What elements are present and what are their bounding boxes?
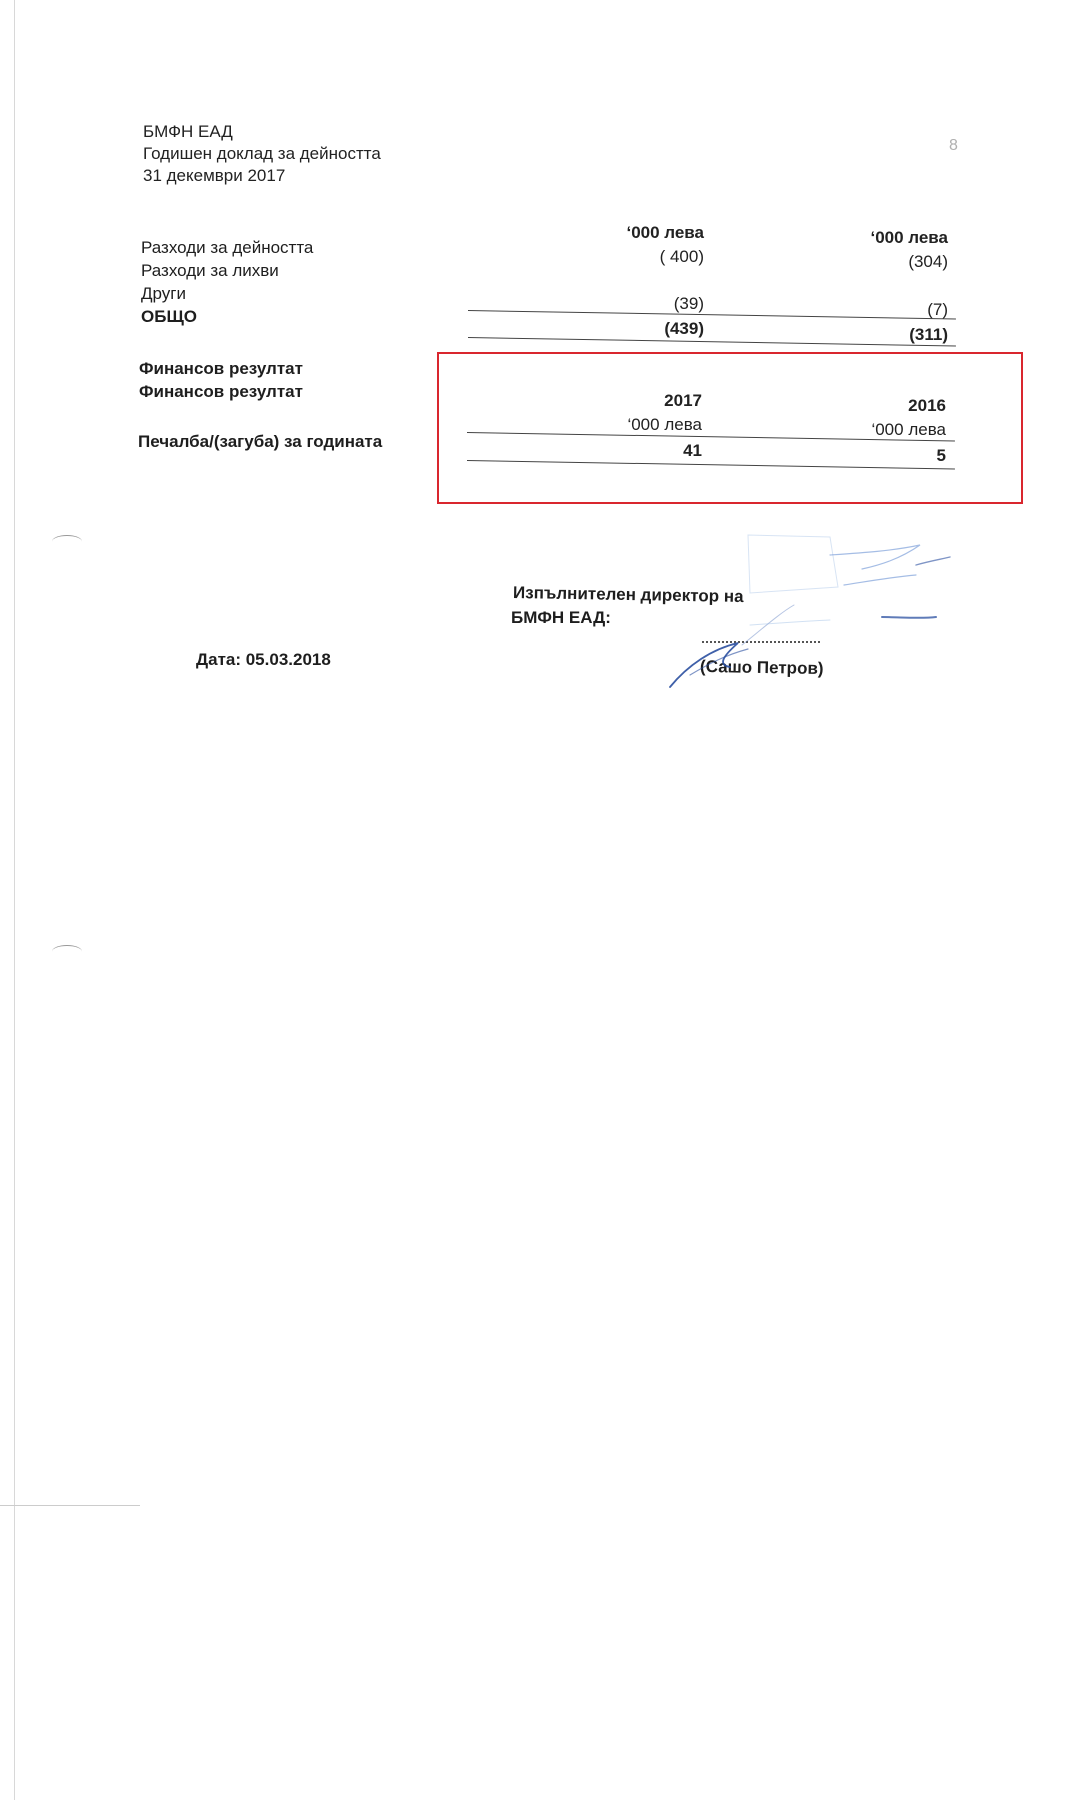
expense-other-2017: (39): [673, 294, 704, 313]
financial-result-heading-2: Финансов резултат: [139, 382, 303, 401]
signature-scribble: [630, 525, 960, 695]
date-label: Дата: 05.03.2018: [196, 650, 331, 669]
expense-other-2016: (7): [927, 300, 948, 319]
expense-total-2016: (311): [909, 325, 948, 344]
expense-label-interest: Разходи за лихви: [141, 261, 279, 280]
scan-line-bottom: [0, 1505, 140, 1506]
result-unit-2017: ‘000 лева: [627, 415, 702, 434]
result-year-2016: 2016: [908, 396, 946, 415]
expense-label-other: Други: [141, 284, 186, 303]
profit-loss-label: Печалба/(загуба) за годината: [138, 432, 383, 451]
expenses-col1-unit: ‘000 лева: [626, 223, 704, 242]
punch-hole-top: [52, 535, 82, 548]
financial-result-heading-1: Финансов резултат: [139, 359, 303, 378]
result-value-2016: 5: [936, 446, 946, 465]
punch-hole-bottom: [52, 945, 82, 958]
scan-edge-left: [14, 0, 15, 1800]
expense-label-total: ОБЩО: [141, 307, 197, 326]
expense-total-2017: (439): [664, 319, 704, 338]
report-title: Годишен доклад за дейността: [143, 144, 381, 163]
result-unit-2016: ‘000 лева: [871, 420, 946, 439]
result-value-2017: 41: [683, 441, 702, 460]
director-line-2: БМФН ЕАД:: [511, 608, 611, 627]
expense-operating-2016: (304): [908, 252, 948, 271]
report-date: 31 декември 2017: [143, 166, 286, 185]
director-line-1: Изпълнителен директор на: [512, 582, 744, 607]
page-number: 8: [949, 137, 958, 154]
signature-strokes: [670, 535, 950, 687]
expenses-col2-unit: ‘000 лева: [870, 228, 948, 247]
result-year-2017: 2017: [664, 391, 702, 410]
expense-operating-2017: ( 400): [659, 247, 704, 266]
signatory-name: (Сашо Петров): [699, 656, 824, 679]
expense-label-operating: Разходи за дейността: [141, 238, 314, 257]
company-name: БМФН ЕАД: [143, 122, 233, 141]
